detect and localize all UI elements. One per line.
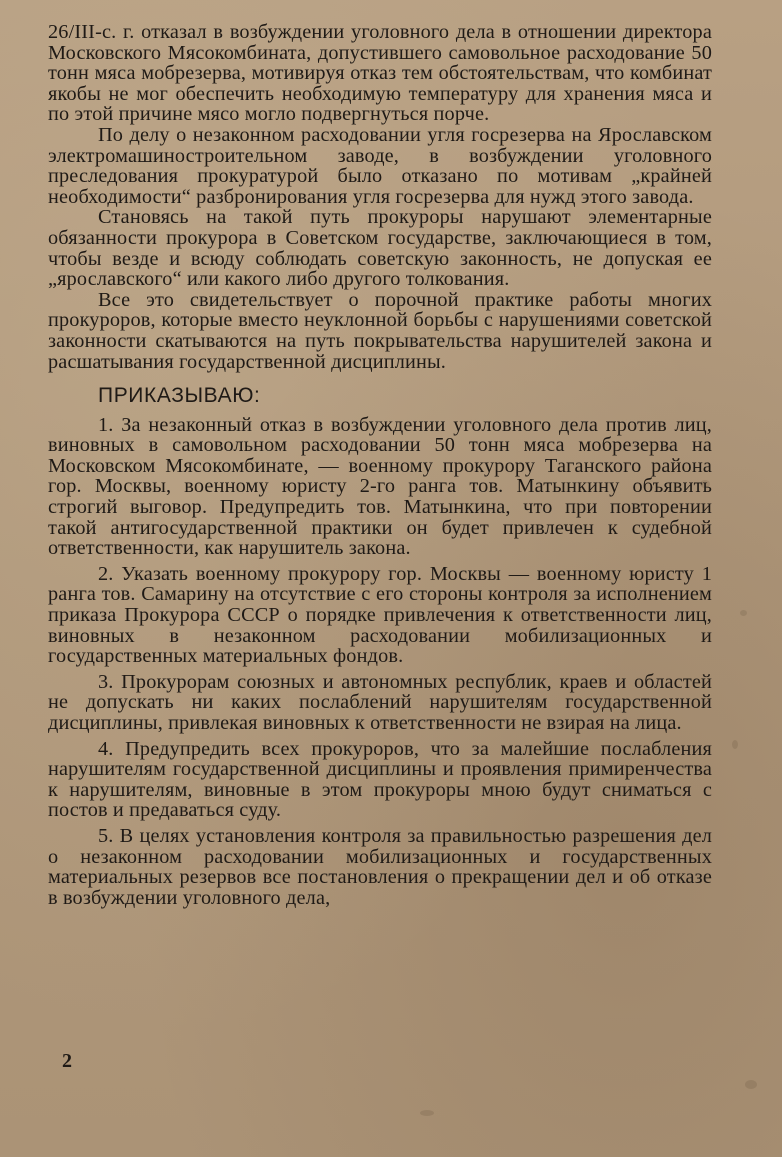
order-item: 2. Указать военному прокурору гор. Москвы — военному юристу 1 ранга тов. Самарину на отсутствие с его стороны контроля за исполнением приказа Прокурора СССР о порядке привлечения к ответственности лиц, виновных в незаконном расходовании мобилизационных и государственных материальных фондов. — [48, 562, 712, 668]
paper-stain — [740, 610, 747, 616]
paper-stain — [745, 1080, 757, 1089]
order-item: 1. За незаконный отказ в возбуждении уголовного дела против лиц, виновных в самовольном расходовании 50 тонн мяса мобрезерва на Московском Мясокомбинате, — военному прокурору Таганского района гор. Москвы, военному юристу 2-го ранга тов. Матынкину объявить строгий выговор. Предупредить тов. Матынкина, что при повторении такой антигосударственной практики он будет привлечен к судебной ответственности, как нарушитель закона. — [48, 413, 712, 560]
order-item: 4. Предупредить всех прокуроров, что за малейшие послабления нарушителям государственной дисциплины и проявления примиренчества к нарушителям, виновные в этом прокуроры мною будут сниматься с постов и предаваться суду. — [48, 737, 712, 822]
paragraph: Становясь на такой путь прокуроры нарушают элементарные обязанности прокурора в Советском государстве, заключающиеся в том, чтобы везде и всюду соблюдать советскую законность, не допуская ее „ярославского“ или какого либо другого толкования. — [48, 206, 712, 291]
document-body — [48, 22, 712, 908]
paragraph: По делу о незаконном расходовании угля госрезерва на Ярославском электромашиностроительном заводе, в возбуждении уголовного преследования прокуратурой было отказано по мотивам „крайней необходимости“ разбронирования угля госрезерва для нужд этого завода. — [48, 123, 712, 208]
paragraph: Все это свидетельствует о порочной практике работы многих прокуроров, которые вместо неуклонной борьбы с нарушениями советской законности скатываются на путь покрывательства нарушителей закона и расшатывания государственной дисциплины. — [48, 288, 712, 373]
order-heading: ПРИКАЗЫВАЮ: — [98, 384, 261, 408]
paragraph: 26/III-с. г. отказал в возбуждении уголовного дела в отношении директора Московского Мясокомбината, допустившего самовольное расходование 50 тонн мяса мобрезерва, мотивируя отказ тем обстоятельствам, что комбинат якобы не мог обеспечить необходимую температуру для хранения мяса и по этой причине мясо могло подвергнуться порче. — [48, 21, 712, 126]
order-item: 5. В целях установления контроля за правильностью разрешения дел о незаконном расходовании мобилизационных и государственных материальных резервов все постановления о прекращении дел и об отказе в возбуждении уголовного дела, — [48, 824, 712, 909]
order-item: 3. Прокурорам союзных и автономных республик, краев и областей не допускать ни каких послаблений нарушителям государственной дисциплины, привлекая виновных к ответственности не взирая на лица. — [48, 670, 712, 734]
paper-stain — [732, 740, 738, 749]
page-number: 2 — [62, 1050, 72, 1072]
paper-stain — [420, 1110, 434, 1116]
